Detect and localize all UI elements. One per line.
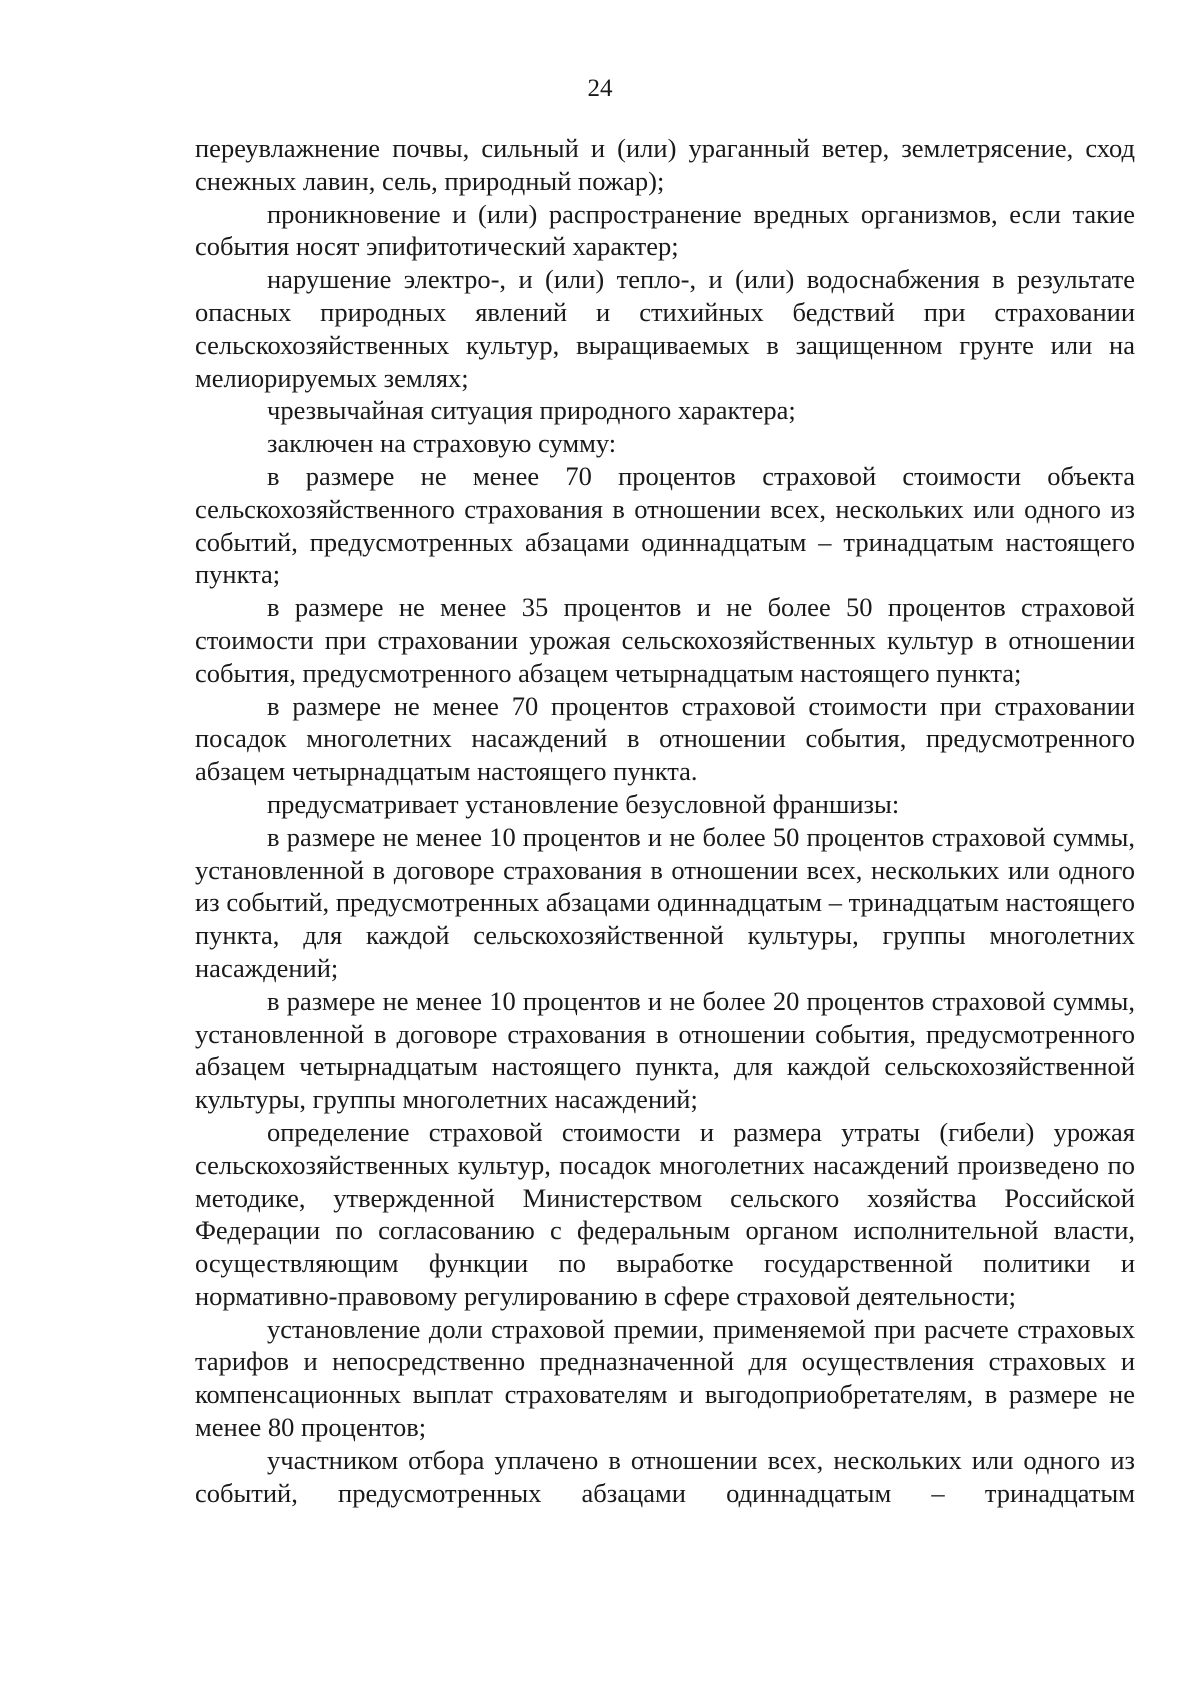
paragraph: в размере не менее 35 процентов и не более 50 процентов страховой стоимости при страховании урожая сельскохозяйственных культур в отношении события, предусмотренного абзацем четырнадцатым настоящего пункта;: [195, 592, 1135, 688]
paragraph: в размере не менее 10 процентов и не более 20 процентов страховой суммы, установленной в договоре страхования в отношении события, предусмотренного абзацем четырнадцатым настоящего пункта, для каждой сельскохозяйственной культуры, группы многолетних насаждений;: [195, 985, 1135, 1115]
document-body: [195, 132, 1135, 1509]
paragraph: проникновение и (или) распространение вредных организмов, если такие события носят эпифитотический характер;: [195, 198, 1135, 262]
paragraph: установление доли страховой премии, применяемой при расчете страховых тарифов и непосредственно предназначенной для осуществления страховых и компенсационных выплат страхователям и выгодоприобретателям, в размере не менее 80 процентов;: [195, 1313, 1135, 1443]
paragraph: предусматривает установление безусловной франшизы:: [267, 788, 900, 819]
paragraph: нарушение электро-, и (или) тепло-, и (или) водоснабжения в результате опасных природных явлений и стихийных бедствий при страховании сельскохозяйственных культур, выращиваемых в защищенном грунте или на мелиорируемых землях;: [195, 264, 1135, 393]
paragraph: в размере не менее 70 процентов страховой стоимости объекта сельскохозяйственного страхования в отношении всех, нескольких или одного из событий, предусмотренных абзацами одиннадцатым – тринадцатым настоящего пункта;: [195, 460, 1135, 590]
paragraph: определение страховой стоимости и размера утраты (гибели) урожая сельскохозяйственных культур, посадок многолетних насаждений произведено по методике, утвержденной Министерством сельского хозяйства Российской Федерации по согласованию с федеральным органом исполнительной власти, осуществляющим функции по выработке государственной политики и нормативно-правовому регулированию в сфере страховой деятельности;: [195, 1116, 1135, 1311]
page-number: 24: [587, 75, 613, 102]
paragraph: в размере не менее 70 процентов страховой стоимости при страховании посадок многолетних насаждений в отношении события, предусмотренного абзацем четырнадцатым настоящего пункта.: [195, 690, 1135, 787]
paragraph: переувлажнение почвы, сильный и (или) ураганный ветер, землетрясение, сход снежных лавин, сель, природный пожар);: [195, 133, 1135, 196]
paragraph: чрезвычайная ситуация природного характера;: [267, 395, 796, 426]
paragraph: в размере не менее 10 процентов и не более 50 процентов страховой суммы, установленной в договоре страхования в отношении всех, нескольких или одного из событий, предусмотренных абзацами одиннадцатым – тринадцатым настоящего пункта, для каждой сельскохозяйственной культуры, группы многолетних насаждений;: [195, 821, 1135, 983]
paragraph: заключен на страховую сумму:: [267, 428, 617, 459]
paragraph: участником отбора уплачено в отношении всех, нескольких или одного из событий, предусмотренных абзацами одиннадцатым – тринадцатым: [195, 1444, 1135, 1508]
